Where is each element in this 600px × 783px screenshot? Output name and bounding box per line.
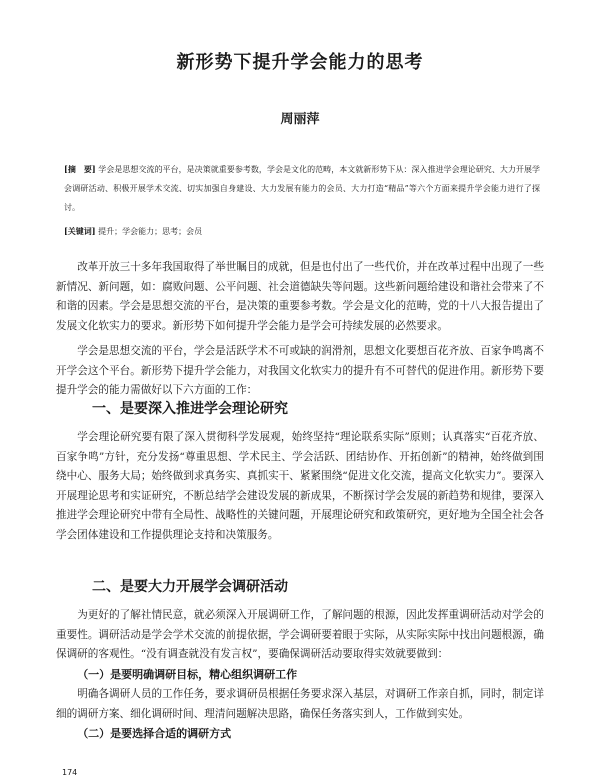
- intro-paragraph: 学会是思想交流的平台，学会是活跃学术不可或缺的润滑剂，思想文化要想百花齐放、百家争鸣离不开学会这个平台。新形势下提升学会能力，对我国文化软实力的提升有不可替代的促进作用。新形势下要提升学会的能力需做好以下六方面的工作：: [56, 345, 544, 396]
- subsection-1-heading: （一）是要明确调研目标，精心组织调研工作: [77, 667, 298, 681]
- subsection-heading: [56, 665, 544, 686]
- intro-section: [56, 258, 544, 401]
- keywords-text: 提升；学会能力；思考；会员: [98, 227, 203, 236]
- subsection-heading: [56, 724, 544, 745]
- intro-paragraph: 改革开放三十多年我国取得了举世瞩目的成就，但是也付出了一些代价，并在改革过程中出现了一些新情况、新问题，如：腐败问题、公平问题、社会道德缺失等问题。这些新问题给建设和谐社会带来了不和谐的因素。学会是思想交流的平台，是决策的重要参考数。学会是文化的范畴，党的十八大报告提出了发展文化软实力的要求。新形势下如何提升学会能力是学会可持续发展的必然要求。: [56, 261, 544, 332]
- section-1-heading: 一、是要深入推进学会理论研究: [92, 401, 288, 417]
- author-name: 周丽萍: [280, 112, 320, 127]
- section-1-body: [56, 428, 544, 545]
- section-1-paragraph: 学会理论研究要有限了深入贯彻科学发展观，始终坚持“理论联系实际”原则；认真落实“百花齐放、百家争鸣”方针，充分发扬“尊重思想、学术民主、学会活跃、团结协作、开拓创新”的精神，始终做到围绕中心、服务大局；始终做到求真务实、真抓实干、紧紧围绕“促进文化交流，提高文化软实力”。要深入开展理论思考和实证研究，不断总结学会建设发展的新成果，不断探讨学会发展的新趋势和规律，要深入推进学会理论研究中带有全局性、战略性的关键问题，开展理论研究和政策研究，更好地为全国全社会各学会团体建设和工作提供理论支持和决策服务。: [56, 431, 544, 541]
- section-2-heading: 二、是要大力开展学会调研活动: [92, 579, 288, 595]
- keywords-label: [关键词]: [64, 226, 96, 236]
- paper-title: 新形势下提升学会能力的思考: [176, 52, 424, 73]
- abstract-label: [摘 要]: [64, 164, 96, 174]
- section-2-paragraph: 为更好的了解社情民意，就必须深入开展调研工作，了解问题的根源，因此发挥重调研活动对学会的重要性。调研活动是学会学术交流的前提依据，学会调研要着眼于实际，从实际实际中找出问题根源，确保调研的客观性。“没有调查就没有发言权”，要确保调研活动要取得实效就要做到：: [56, 609, 544, 660]
- subsection-1-paragraph: 明确各调研人员的工作任务，要求调研员根据任务要求深入基层，对调研工作亲自抓，同时，制定详细的调研方案、细化调研时间、理清问题解决思路，确保任务落实到人，工作做到实处。: [56, 688, 544, 720]
- abstract-text: 学会是思想交流的平台，是决策就重要参考数，学会是文化的范畴，本文就新形势下从：深入推进学会理论研究、大力开展学会调研活动、积极开展学术交流、切实加强自身建设、大力发展有能力的会员、大力打造“精品”等六个方面来提升学会能力进行了探讨。: [64, 165, 540, 212]
- section-2-body: [56, 606, 544, 745]
- subsection-2-heading: （二）是要选择合适的调研方式: [77, 727, 232, 740]
- page-number: 174: [62, 768, 78, 777]
- keywords: [64, 226, 540, 237]
- abstract: [64, 160, 540, 217]
